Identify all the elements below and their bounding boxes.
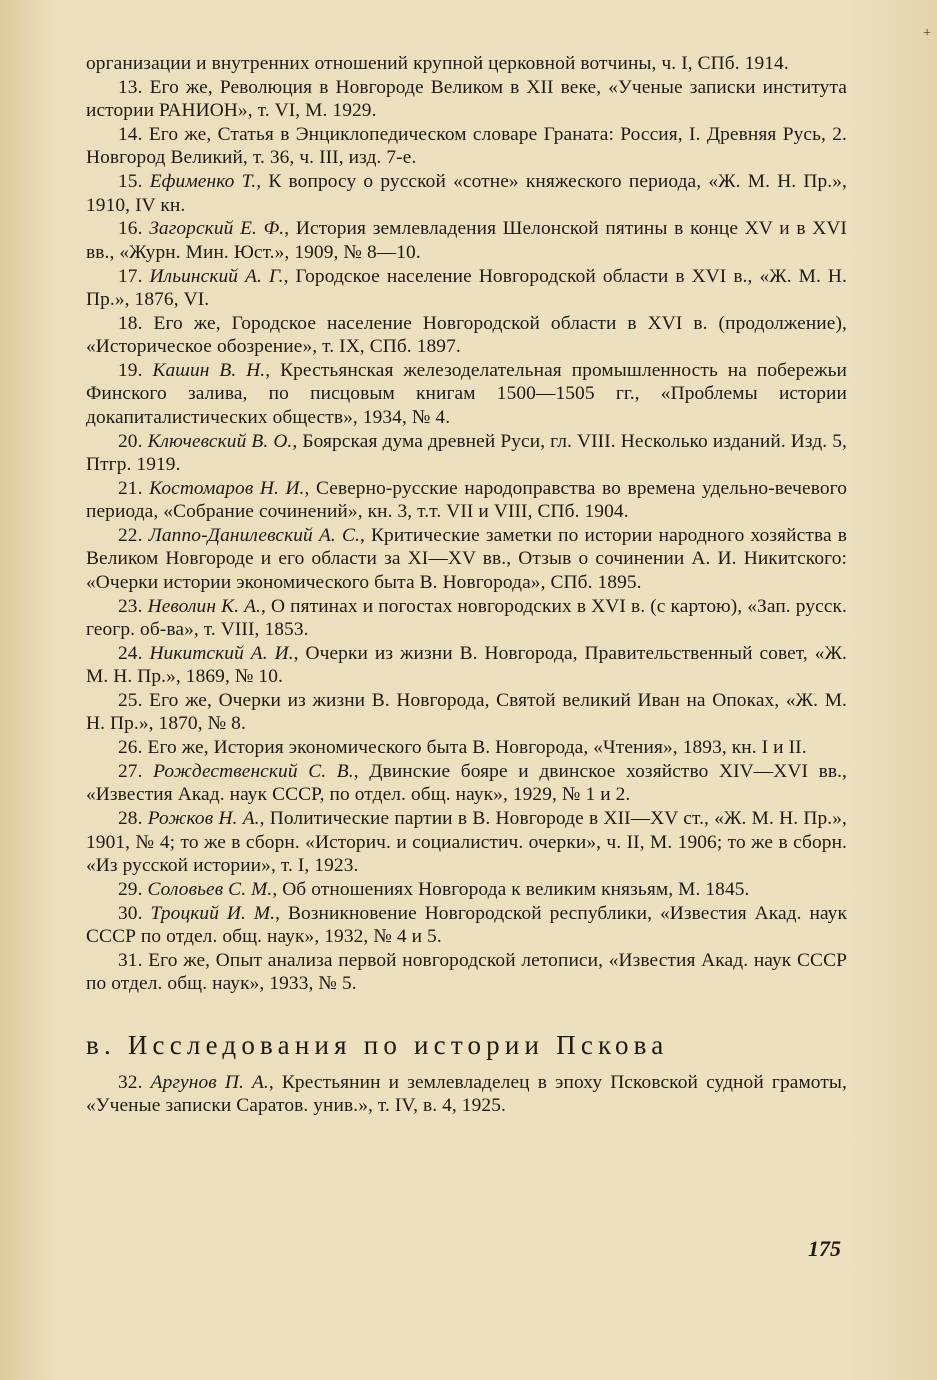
bibliography-entry [86, 170, 847, 217]
entry-author: Никитский А. И. [149, 642, 294, 664]
entry-author: Троцкий И. М. [150, 902, 276, 924]
entry-text: Его же, История экономического быта В. Новгорода, «Чтения», 1893, кн. I и II. [147, 737, 807, 759]
entry-number: 27. [118, 761, 143, 783]
bibliography-entry [86, 1071, 847, 1118]
entry-number: 15. [118, 171, 143, 193]
entry-text: , Городское население Новгородской области в XVI в., «Ж. М. Н. Пр.», 1876, VI. [86, 265, 847, 311]
bibliography-list [86, 52, 847, 996]
bibliography-entry [86, 949, 847, 996]
entry-text: Его же, Очерки из жизни В. Новгорода, Святой великий Иван на Опоках, «Ж. М. Н. Пр.», 1870, № 8. [86, 690, 847, 735]
bibliography-entry [86, 217, 847, 264]
entry-text: , Северно-русские народоправства во времена удельно-вечевого периода, «Собрание сочинений», кн. 3, т.т. VII и VIII, СПб. 1904. [86, 477, 847, 523]
bibliography-entry [86, 312, 847, 359]
entry-number: 18. [118, 312, 143, 334]
bibliography-entry [86, 689, 847, 736]
bibliography-entry [86, 595, 847, 642]
entry-text: , К вопросу о русской «сотне» княжеского периода, «Ж. М. Н. Пр.», 1910, IV кн. [86, 171, 848, 216]
entry-author: Аргунов П. А. [150, 1071, 269, 1093]
entry-author: Лаппо-Данилевский А. С. [148, 525, 360, 547]
section-heading: в. Исследования по истории Пскова [86, 1029, 669, 1060]
entry-number: 16. [118, 218, 143, 240]
entry-number: 13. [118, 76, 143, 98]
entry-author: Ефименко Т. [149, 171, 257, 193]
entry-text: , Возникновение Новгородской республики, «Известия Акад. наук СССР по отдел. общ. наук», 1932, № 4 и 5. [86, 902, 847, 948]
entry-number: 32. [118, 1071, 143, 1093]
entry-text: , История землевладения Шелонской пятины в конце XV и в XVI вв., «Журн. Мин. Юст.», 1909, № 8—10. [86, 218, 847, 263]
bibliography-entry [86, 524, 847, 594]
entry-text: Его же, Революция в Новгороде Великом в XII веке, «Ученые записки института истории РАНИОН», т. VI, М. 1929. [86, 76, 847, 122]
bibliography-entry [86, 477, 847, 524]
entry-text: Его же, Городское население Новгородской области в XVI в. (продолжение), «Историческое обозрение», т. IX, СПб. 1897. [86, 312, 847, 358]
entry-author: Ильинский А. Г. [149, 265, 284, 287]
bibliography-entry [86, 76, 847, 123]
entry-text: , Политические партии в В. Новгороде в XII—XV ст., «Ж. М. Н. Пр.», 1901, № 4; то же в сборн. «Историч. и социалистич. очерки», ч. II, М. 1906; то же в сборн. «Из русской истории», т. I, 1923. [86, 808, 847, 877]
entry-number: 22. [118, 525, 143, 547]
bibliography-entry [86, 642, 847, 689]
entry-text: Его же, Статья в Энциклопедическом словаре Граната: Россия, I. Древняя Русь, 2. Новгород Великий, т. 36, ч. III, изд. 7-е. [86, 124, 847, 169]
entry-number: 23. [118, 595, 143, 617]
entry-author: Ключевский В. О. [147, 430, 293, 452]
entry-number: 29. [118, 878, 143, 900]
entry-number: 20. [118, 430, 143, 452]
entry-number: 24. [118, 642, 143, 664]
entry-author: Неволин К. А. [147, 595, 261, 617]
bibliography-entry [86, 265, 847, 312]
entry-number: 31. [118, 949, 143, 971]
margin-mark: + [923, 26, 931, 41]
entry-text: , О пятинах и погостах новгородских в XVI в. (с картою), «Зап. русск. геогр. об-ва», т. VIII, 1853. [86, 595, 848, 641]
entry-text: , Об отношениях Новгорода к великим князьям, М. 1845. [272, 878, 750, 900]
entry-number: 30. [118, 902, 143, 924]
entry-number: 26. [118, 737, 143, 759]
entry-text: организации и внутренних отношений крупной церковной вотчины, ч. I, СПб. 1914. [86, 53, 789, 74]
entry-number: 17. [118, 265, 143, 287]
entry-number: 28. [118, 808, 143, 830]
entry-author: Костомаров Н. И. [149, 477, 305, 499]
entry-author: Рождественский С. В. [153, 761, 354, 783]
bibliography-entry [86, 52, 847, 75]
entry-text: , Критические заметки по истории народного хозяйства в Великом Новгороде и его области за XI—XV вв., Отзыв о сочинении А. И. Никитского: «Очерки истории экономического быта В. Новгорода», СПб. 1895. [86, 525, 848, 593]
entry-author: Кашин В. Н. [152, 360, 266, 382]
page-number: 175 [808, 1236, 841, 1261]
bibliography-entry [86, 902, 847, 949]
entry-number: 14. [118, 124, 143, 145]
entry-text: , Крестьянская железоделательная промышленность на побережьи Финского залива, по писцовым книгам 1500—1505 гг., «Проблемы истории докапиталистических обществ», 1934, № 4. [86, 360, 847, 428]
bibliography-entry [86, 807, 847, 877]
bibliography-entry [86, 760, 847, 807]
bibliography-entry [86, 359, 847, 429]
entry-author: Загорский Е. Ф. [149, 218, 285, 240]
entry-number: 21. [118, 477, 143, 499]
bibliography-entry [86, 123, 847, 170]
entry-text: , Боярская дума древней Руси, гл. VIII. Несколько изданий. Изд. 5, Птгр. 1919. [86, 430, 847, 476]
bibliography-entry [86, 430, 847, 477]
entry-author: Рожков Н. А. [147, 808, 260, 830]
bibliography-entry [86, 736, 847, 759]
entry-text: , Крестьянин и землевладелец в эпоху Псковской судной грамоты, «Ученые записки Саратов. унив.», т. IV, в. 4, 1925. [86, 1071, 847, 1117]
bibliography-list-continued [86, 1071, 847, 1118]
entry-author: Соловьев С. М. [147, 878, 273, 900]
entry-text: , Двинские бояре и двинское хозяйство XIV—XVI вв., «Известия Акад. наук СССР, по отдел. общ. наук», 1929, № 1 и 2. [86, 761, 847, 806]
entry-text: Его же, Опыт анализа первой новгородской летописи, «Известия Акад. наук СССР по отдел. общ. наук», 1933, № 5. [86, 949, 847, 995]
entry-text: , Очерки из жизни В. Новгорода, Правительственный совет, «Ж. М. Н. Пр.», 1869, № 10. [86, 642, 847, 688]
entry-number: 25. [118, 690, 143, 712]
entry-number: 19. [118, 360, 143, 382]
bibliography-entry [86, 878, 847, 901]
